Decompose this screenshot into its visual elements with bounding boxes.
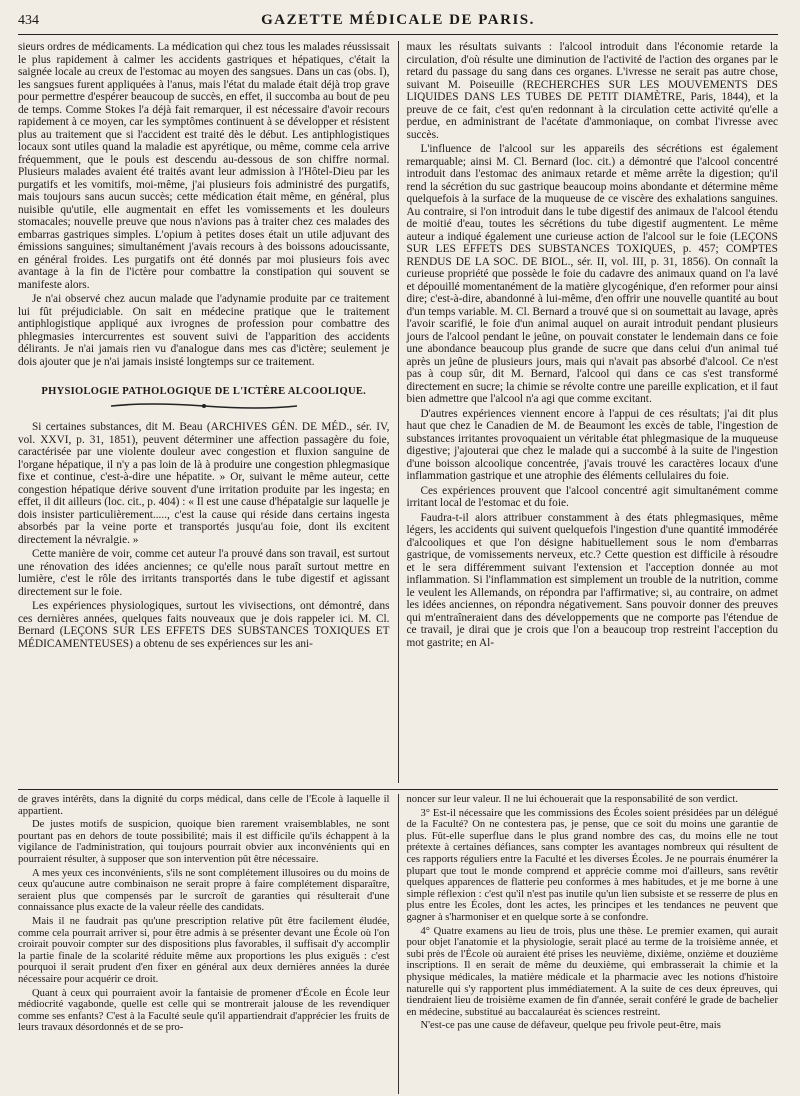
article-left-column xyxy=(18,41,390,783)
section-heading: PHYSIOLOGIE PATHOLOGIQUE DE L'ICTÈRE ALCOOLIQUE. xyxy=(41,386,367,397)
paragraph: 4° Quatre examens au lieu de trois, plus une thèse. Le premier examen, qui aurait pour objet l'anatomie et la physiologie, serait placé au terme de la troisième année, et subi près de l'École où auraient été prises les neuvième, dixième, onzième et douzième inscriptions. Il en serait de même du deuxième, qui embrasserait la chimie et la physique médicales, la matière médicale et la pharmacie avec les notions d'histoire naturelle qui s'y rapportent plus immédiatement. A la suite de ces deux épreuves, qui tiendraient lieu de troisième examen de fin d'année, serait conféré le grade de bachelier en médecine, substitué au baccalauréat ès sciences restreint. xyxy=(406,925,778,1018)
paragraph: de graves intérêts, dans la dignité du corps médical, dans celle de l'École à laquelle il appartient. xyxy=(18,794,390,817)
journal-title: GAZETTE MÉDICALE DE PARIS. xyxy=(261,12,535,28)
paragraph: 3° Est-il nécessaire que les commissions des Écoles soient présidées par un délégué de la Faculté? On ne contestera pas, je pense, que ce soit du moins une garantie de plus. Fût-elle superflue dans le plus grand nombre des cas, du moins elle ne tout prétexte à certaines défiances, sans compter les avantages nombreux qui résultent de ces rapports réguliers entre la Faculté et les diverses Écoles. Je ne pourrais énumérer la plupart que tout le monde comprend et apprécie comme moi d'ailleurs, sans revêtir quelques apparences de flatterie peu conformes à mes habitudes, et je me borne à une simple réflexion : c'est qu'il n'est pas inutile qu'un lien subsiste et se resserre de plus en plus entre les Écoles, dont les actes, les principes et les tendances ne peuvent que gagner à s'harmoniser et en quelque sorte à se confondre. xyxy=(406,807,778,923)
paragraph: noncer sur leur valeur. Il ne lui échouerait que la responsabilité de son verdict. xyxy=(406,794,739,805)
page-number: 434 xyxy=(18,13,39,28)
feuilleton xyxy=(18,794,778,1094)
paragraph: Faudra-t-il alors attribuer constamment à des états phlegmasiques, même légers, les accidents qui suivent quelquefois l'ingestion d'une quantité immodérée d'alcooliques et que l'on désigne habituellement sous le nom d'embarras gastrique, de vomissements nerveux, etc.? Cette question est difficile à résoudre et le sera différemment suivant l'extension et l'acception donnée au mot inflammation. Si l'inflammation est simplement un trouble de la nutrition, comme le veulent les Allemands, on répondra par l'affirmative; si, au contraire, on admet les idées anciennes, on répondra négativement. Sans pouvoir donner des preuves qui m'entraîneraient dans des développements que ne comporte pas l'étendue de ce travail, je dirai que je crois que l'on a beaucoup trop restreint l'acception du mot gastrite; en Al- xyxy=(406,511,778,649)
feuilleton-separator xyxy=(18,789,778,790)
paragraph: Les expériences physiologiques, surtout les vivisections, ont démontré, dans ces dernières années, quelques faits nouveaux que je dois rappeler ici. M. Cl. Bernard (LEÇONS SUR LES EFFETS DES SUBSTANCES TOXIQUES ET MÉDICAMENTEUSES) a obtenu de ses expériences sur les ani- xyxy=(18,600,390,650)
paragraph: Je n'ai observé chez aucun malade que l'adynamie produite par ce traitement lui fût préjudiciable. On sait en médecine pratique que le traitement antiphlogistique appliqué aux ivrognes de profession pour combattre des phlegmasies intercurrentes est souvent suivi de l'apparition des accidents délirants. Je n'ai jamais rien vu d'analogue dans mes cas d'ictère; seulement je dois ajouter que je n'ai jamais insisté longtemps sur ce traitement. xyxy=(18,293,390,368)
paragraph: Quant à ceux qui pourraient avoir la fantaisie de promener d'École en École leur médiocrité vagabonde, quelle est celle qui se montrerait jalouse de les revendiquer comme ses enfants? C'est à la Faculté seule qu'il appartiendrait d'apprécier les fruits de leurs travaux désordonnés et de se pro- xyxy=(18,987,390,1034)
main-article xyxy=(18,41,778,783)
heading-flourish xyxy=(109,401,299,411)
paragraph: sieurs ordres de médicaments. La médication qui chez tous les malades réussissait le plus rapidement à calmer les accidents gastriques et hépatiques, c'était la saignée locale au creux de l'estomac au moyen des sangsues. Dans un cas (obs. I), les sangsues furent appliquées à l'anus, mais l'état du malade était déjà trop grave pour permettre d'espérer beaucoup de succès, en effet, il succomba au bout de peu de temps. Comme Stokes l'a déjà fait remarquer, il est nécessaire d'avoir recours rapidement à ce moyen, car les symptômes continuent à se développer et résistent plus au traitement que si l'accident est traité dès le début. Les antiphlogistiques locaux sont utiles quand la maladie est apyrétique, ou même, comme cela arrive fréquemment, que le pouls est descendu au-dessous de son chiffre normal. Plusieurs malades avaient été traités avant leur admission à l'Hôtel-Dieu par les purgatifs et les vomitifs, moi-même, j'ai plusieurs fois administré des purgatifs, mais toujours sans aucun succès; cette médication était même, en général, plus nuisible qu'utile, elle augmentait en effet les vomissements et les douleurs stomacales; nouvelle preuve que nous n'avions pas à traiter chez ces malades des embarras gastriques simples. L'opium à petites doses était un utile adjuvant des émissions sanguines; simultanément j'avais recours à des boissons adoucissante, en général froides. Les purgatifs ont été donnés par moi plusieurs fois avec avantage à la fin de l'ictère pour combattre la constipation qui souvent se manifeste alors. xyxy=(18,41,390,291)
article-right-column xyxy=(406,41,778,783)
column-rule xyxy=(398,794,399,1094)
paragraph: Ces expériences prouvent que l'alcool concentré agit simultanément comme irritant local de l'estomac et du foie. xyxy=(406,484,778,509)
paragraph: Cette manière de voir, comme cet auteur l'a prouvé dans son travail, est surtout une rénovation des idées anciennes; ce qu'elle nous paraît surtout mettre en lumière, c'est le rôle des irritants transportés dans le tube digestif et agissant directement sur le foie. xyxy=(18,548,390,598)
paragraph: maux les résultats suivants : l'alcool introduit dans l'économie retarde la circulation, d'où résulte une diminution de l'activité de l'action des organes par le retard du passage du sang dans ces organes. L'ivresse ne serait pas autre chose, suivant M. Poiseuille (RECHERCHES SUR LES MOUVEMENTS DES LIQUIDES DANS LES TUBES DE PETIT DIAMÈTRE, Paris, 1844), et la preuve de ce fait, c'est qu'en redonnant à la circulation cette activité qu'elle a perdue, en administrant de l'acétate d'ammoniaque, on combat l'ivresse avec succès. xyxy=(406,41,778,141)
feuilleton-right-column xyxy=(406,794,778,1094)
column-rule xyxy=(398,41,399,783)
page-header xyxy=(18,12,778,35)
paragraph: Si certaines substances, dit M. Beau (ARCHIVES GÉN. DE MÉD., sér. IV, vol. XXVI, p. 31, 1851), peuvent déterminer une affection passagère du foie, caractérisée par une violente douleur avec congestion et fluxion sanguine de l'organe hépatique, il n'y a pas loin de là à produire une congestion phlegmasique fixe et continue, c'est-à-dire une hépatite. » Or, suivant le même auteur, cette congestion hépatique dérive souvent d'une irritation produite par les ingesta; en effet, il dit ailleurs (loc. cit., p. 404) : « Il est une cause d'hépatalgie sur laquelle je dois insister particulièrement....., c'est la cause qui réside dans certains ingesta absorbés par la veine porte et transportés jusqu'au foie, dont ils excitent directement la névralgie. » xyxy=(18,421,390,546)
paragraph: A mes yeux ces inconvénients, s'ils ne sont complétement illusoires ou du moins de ceux qu'aucune autre combinaison ne serait propre à faire complétement disparaître, seraient plus que compensés par le surcroît de garanties qui résulterait d'une connaissance plus exacte de la valeur réelle des candidats. xyxy=(18,867,390,914)
paragraph: Mais il ne faudrait pas qu'une prescription relative pût être facilement éludée, comme cela pourrait arriver si, pour être admis à se présenter devant une École où l'on croirait pouvoir compter sur des dispositions plus favorables, il suffisait d'y accomplir la partie finale de la scolarité réduite même aux proportions les plus exiguës : c'est pourquoi il serait prudent d'en fixer en général aux deux dernières années la durée nécessaire pour acquérir ce droit. xyxy=(18,915,390,985)
feuilleton-left-column xyxy=(18,794,390,1094)
paragraph: De justes motifs de suspicion, quoique bien rarement vraisemblables, ne sont pourtant pas en dehors de toute possibilité; mais il est difficile qu'ils échappent à la vigilance de l'administration, qui toujours pourrait obvier aux inconvénients qui en pourraient résulter, à supposer que son intervention pût être nécessaire. xyxy=(18,819,390,865)
paragraph: L'influence de l'alcool sur les appareils des sécrétions est également remarquable; ainsi M. Cl. Bernard (loc. cit.) a démontré que l'alcool concentré introduit dans l'estomac des animaux retarde et même arrête la digestion; qu'il rend la sécrétion du suc gastrique beaucoup moins abondante et détermine même quelquefois à la surface de la muqueuse de ce viscère des exhalations sanguines. Au contraire, si l'on introduit dans le tube digestif des animaux de l'alcool étendu de moitié d'eau, toutes les sécrétions du tube digestif augmentent. Le même auteur a indiqué également une curieuse action de l'alcool sur le foie (LEÇONS SUR LES EFFETS DES SUBSTANCES TOXIQUES, p. 457; COMPTES RENDUS DE LA SOC. DE BIOL., sér. II, vol. III, p. 31, 1856). On connaît la curieuse propriété que possède le foie du cadavre des animaux quand on l'a lavé et dépouillé momentanément de la matière glycogénique, d'en reformer pour ainsi dire; c'est-à-dire, abandonné à lui-même, d'en offrir une nouvelle quantité au bout d'un temps variable. M. Cl. Bernard a trouvé que si on soumettait au lavage, après l'avoir scarifié, le foie d'un animal auquel on aurait introduit pendant plusieurs jours de l'alcool pendant le jeûne, on pouvait constater le lendemain dans ce foie une abondance beaucoup plus grande de sucre que dans celui d'un animal tué après un jeûne de plusieurs jours, mais qui n'avait pas absorbé d'alcool. Ce n'est pas à coup sûr, dit M. Bernard, l'alcool qui dans ce cas s'est transformé directement en sucre; la chimie se révolte contre une pareille explication, et il faut bien admettre que l'alcool n'a agi que comme excitant. xyxy=(406,143,778,405)
paragraph: D'autres expériences viennent encore à l'appui de ces résultats; j'ai dit plus haut que chez le Canadien de M. de Beaumont les excès de table, l'ingestion de substances irritantes provoquaient un véritable état phlegmasique de la muqueuse digestive; j'ajouterai que chez le malade qui a succombé à la suite de l'ingestion d'une boisson alcoolique concentrée, j'avais trouvé les caractères locaux d'une inflammation gastrique et une atrophie des éléments cellulaires du foie. xyxy=(406,407,778,482)
paragraph: N'est-ce pas une cause de défaveur, quelque peu frivole peut-être, mais xyxy=(420,1020,721,1032)
